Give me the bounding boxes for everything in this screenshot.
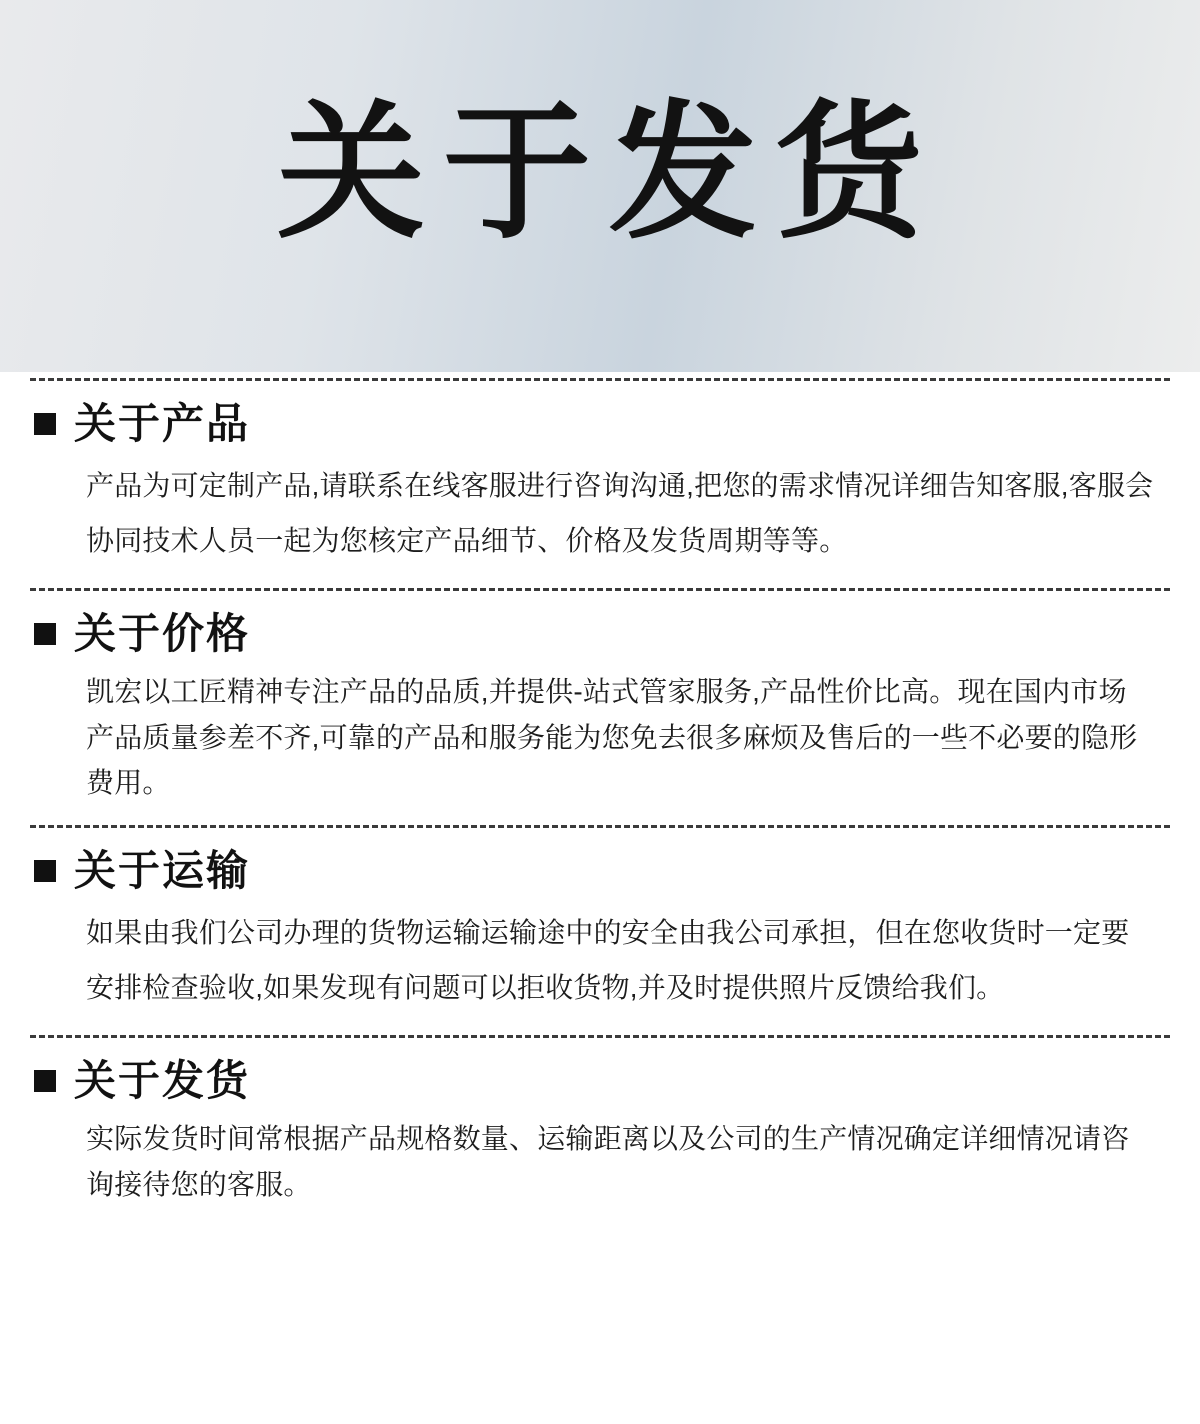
- section-body: 凯宏以工匠精神专注产品的品质,并提供-站式管家服务,产品性价比高。现在国内市场产品质量参差不齐,可靠的产品和服务能为您免去很多麻烦及售后的一些不必要的隐形费用。: [86, 676, 1138, 798]
- section-title: 关于发货: [74, 1057, 251, 1105]
- section-about-product: [30, 381, 1170, 588]
- section-title: 关于产品: [74, 400, 251, 447]
- section-title: 关于运输: [74, 847, 251, 895]
- section-title: 关于价格: [74, 610, 251, 658]
- square-bullet-icon: [34, 1070, 56, 1092]
- section-header: [34, 610, 1170, 658]
- square-bullet-icon: [34, 413, 56, 435]
- square-bullet-icon: [34, 623, 56, 645]
- section-header: [34, 1057, 1170, 1105]
- section-header: [34, 847, 1170, 895]
- square-bullet-icon: [34, 860, 56, 882]
- section-body: 实际发货时间常根据产品规格数量、运输距离以及公司的生产情况确定详细情况请咨询接待您的客服。: [86, 1123, 1130, 1200]
- section-about-transport: [30, 828, 1170, 1035]
- section-body: 产品为可定制产品,请联系在线客服进行咨询沟通,把您的需求情况详细告知客服,客服会协同技术人员一起为您核定产品细节、价格及发货周期等等。: [86, 470, 1154, 556]
- page-banner: [0, 0, 1200, 372]
- section-body: 如果由我们公司办理的货物运输运输途中的安全由我公司承担，但在您收货时一定要安排检查验收,如果发现有问题可以拒收货物,并及时提供照片反馈给我们。: [86, 917, 1130, 1003]
- section-header: [34, 400, 1170, 447]
- section-about-price: [30, 591, 1170, 825]
- sections-container: [0, 378, 1200, 1267]
- section-about-shipping: [30, 1038, 1170, 1227]
- page-title: 关于发货: [277, 91, 941, 256]
